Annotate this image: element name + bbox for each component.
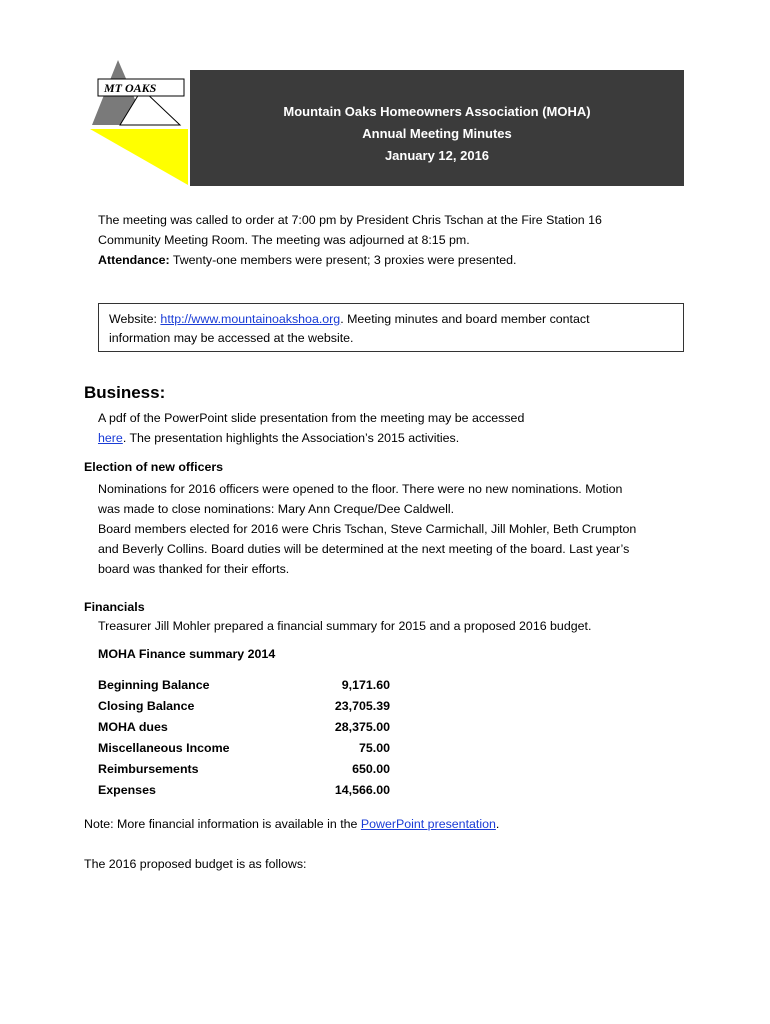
header-banner bbox=[190, 70, 684, 186]
finance-row-value: 650.00 bbox=[352, 761, 390, 776]
finance-row-value: 23,705.39 bbox=[334, 698, 390, 713]
note-suffix: . bbox=[495, 817, 500, 831]
finance-row-value: 28,375.00 bbox=[334, 719, 390, 734]
header-title: Mountain Oaks Homeowners Association (MOHA) bbox=[283, 104, 591, 119]
finance-row bbox=[98, 737, 390, 758]
financials-heading: Financials bbox=[84, 600, 145, 614]
finance-row-value: 14,566.00 bbox=[334, 782, 390, 797]
logo-yellow-triangle bbox=[90, 129, 188, 185]
election-line-3: Board members elected for 2016 were Chris Tschan, Steve Carmichall, Jill Mohler, Beth Crumpton bbox=[98, 522, 637, 536]
finance-row bbox=[98, 695, 390, 716]
finance-row bbox=[98, 674, 390, 695]
business-line-2 bbox=[98, 428, 688, 448]
logo-text: MT OAKS bbox=[104, 81, 157, 95]
finance-row bbox=[98, 758, 390, 779]
intro-section bbox=[98, 210, 678, 270]
financial-note bbox=[84, 817, 499, 831]
election-line-5: board was thanked for their efforts. bbox=[98, 562, 290, 576]
business-section bbox=[98, 408, 688, 448]
website-box bbox=[98, 303, 684, 352]
attendance-text: Twenty-one members were present; 3 proxies were presented. bbox=[169, 253, 517, 267]
finance-summary-title: MOHA Finance summary 2014 bbox=[98, 647, 276, 661]
finance-row-value: 9,171.60 bbox=[341, 677, 390, 692]
here-link[interactable]: here bbox=[98, 431, 123, 445]
website-label: Website: bbox=[109, 312, 161, 326]
note-prefix: Note: More financial information is available in the bbox=[84, 817, 361, 831]
powerpoint-link[interactable]: PowerPoint presentation bbox=[360, 817, 496, 831]
election-line-2: was made to close nominations: Mary Ann Creque/Dee Caldwell. bbox=[98, 502, 455, 516]
intro-line-2: Community Meeting Room. The meeting was adjourned at 8:15 pm. bbox=[98, 233, 470, 247]
finance-row-label: Miscellaneous Income bbox=[98, 740, 230, 755]
financials-text: Treasurer Jill Mohler prepared a financial summary for 2015 and a proposed 2016 budget. bbox=[98, 619, 592, 633]
election-line-4: and Beverly Collins. Board duties will be determined at the next meeting of the board. Last year’s bbox=[98, 542, 630, 556]
finance-row-label: Beginning Balance bbox=[98, 677, 210, 692]
website-text: . Meeting minutes and board member contact bbox=[340, 312, 590, 326]
intro-line-1: The meeting was called to order at 7:00 pm by President Chris Tschan at the Fire Station 16 bbox=[98, 213, 602, 227]
header-date: January 12, 2016 bbox=[384, 148, 490, 163]
election-section bbox=[98, 479, 678, 579]
finance-row-label: Expenses bbox=[98, 782, 156, 797]
website-line-2: information may be accessed at the website. bbox=[109, 331, 354, 345]
business-line-1: A pdf of the PowerPoint slide presentation from the meeting may be accessed bbox=[98, 411, 525, 425]
finance-row-label: Closing Balance bbox=[98, 698, 195, 713]
business-heading: Business: bbox=[84, 383, 166, 402]
finance-row-label: MOHA dues bbox=[98, 719, 168, 734]
finance-summary-table bbox=[98, 674, 390, 800]
finance-row-label: Reimbursements bbox=[98, 761, 199, 776]
header-subtitle: Annual Meeting Minutes bbox=[362, 126, 512, 141]
mt-oaks-logo bbox=[88, 57, 192, 187]
attendance-label: Attendance: bbox=[98, 253, 170, 267]
finance-row-value: 75.00 bbox=[358, 740, 390, 755]
business-line-2-text: . The presentation highlights the Association’s 2015 activities. bbox=[122, 431, 460, 445]
budget-intro: The 2016 proposed budget is as follows: bbox=[84, 857, 307, 871]
finance-row bbox=[98, 716, 390, 737]
attendance-line bbox=[98, 250, 678, 270]
election-heading: Election of new officers bbox=[84, 460, 224, 474]
logo-graphic bbox=[88, 57, 192, 187]
website-link[interactable]: http://www.mountainoakshoa.org bbox=[160, 312, 341, 326]
finance-row bbox=[98, 779, 390, 800]
election-line-1: Nominations for 2016 officers were opened to the floor. There were no new nominations. Motion bbox=[98, 482, 623, 496]
